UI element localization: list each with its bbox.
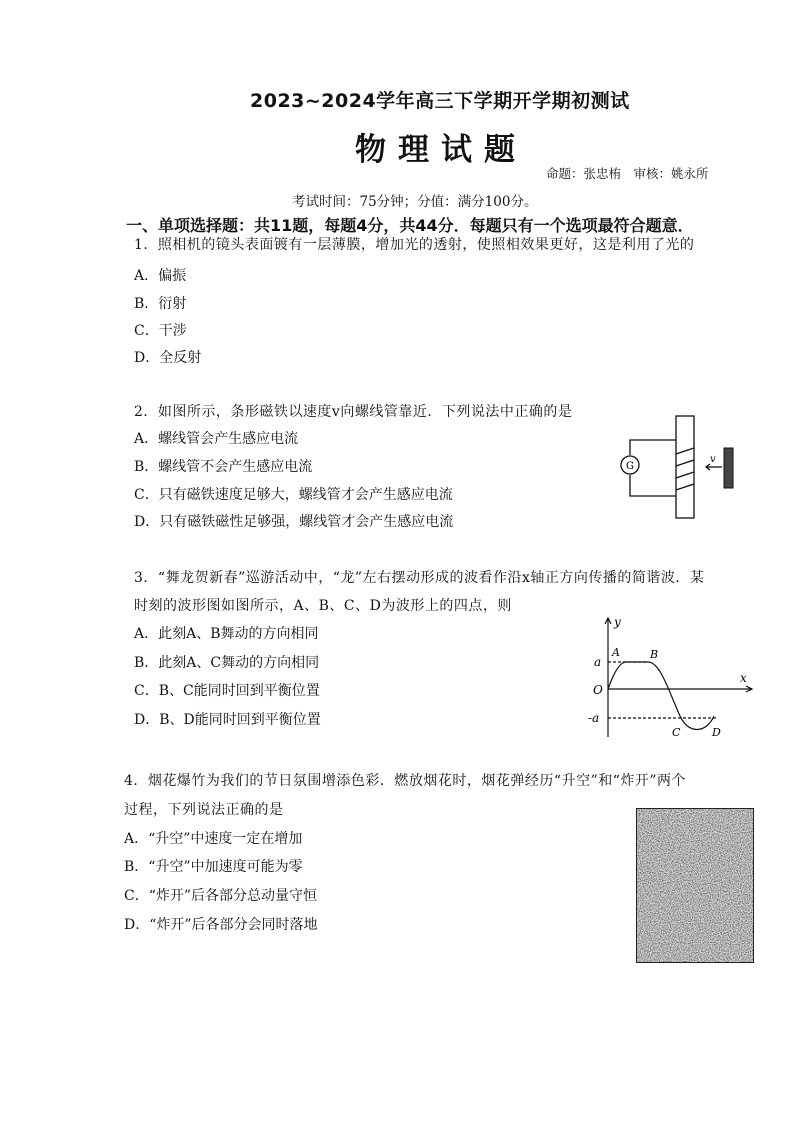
wave-curve	[608, 662, 714, 730]
exam-info: 考试时间：75分钟；分值：满分100分。	[292, 194, 538, 210]
q3-stem-line2: 时刻的波形图如图所示，A、B、C、D为波形上的四点，则	[134, 598, 512, 614]
point-b-label: B	[650, 648, 659, 661]
q3-option-b[interactable]: B．此刻A、C舞动的方向相同	[134, 655, 320, 671]
pos-amp-label: a	[594, 655, 602, 669]
q3-option-c[interactable]: C．B、C能同时回到平衡位置	[134, 683, 320, 699]
q4-option-b[interactable]: B．“升空”中加速度可能为零	[124, 859, 303, 875]
q2-option-b[interactable]: B．螺线管不会产生感应电流	[134, 459, 313, 475]
q3-option-a[interactable]: A．此刻A、B舞动的方向相同	[134, 626, 319, 642]
q1-option-c[interactable]: C．干涉	[134, 323, 187, 339]
exam-title: 2023~2024学年高三下学期开学期初测试	[250, 90, 630, 112]
q1-option-b[interactable]: B．衍射	[134, 296, 187, 312]
point-d-label: D	[712, 726, 721, 739]
velocity-label: v	[710, 454, 716, 465]
fireworks-photo	[636, 808, 754, 963]
q4-stem-line2: 过程，下列说法正确的是	[124, 802, 284, 818]
q3-stem-line1: 3．“舞龙贺新春”巡游活动中，“龙”左右摆动形成的波看作沿x轴正方向传播的简谐波．某	[134, 570, 705, 586]
point-a-label: A	[612, 646, 620, 659]
circuit-wire-top	[630, 440, 676, 455]
y-axis-label: y	[614, 615, 621, 629]
section-heading: 一、单项选择题：共11题，每题4分，共44分．每题只有一个选项最符合题意．	[126, 216, 694, 235]
q1-stem: 1．照相机的镜头表面镀有一层薄膜，增加光的透射，使照相效果更好，这是利用了光的	[134, 237, 695, 253]
subject-title: 物理试题	[355, 132, 527, 168]
q2-option-a[interactable]: A．螺线管会产生感应电流	[134, 431, 299, 447]
wave-figure	[588, 612, 758, 742]
solenoid-tube	[676, 416, 694, 518]
x-axis-label: x	[740, 671, 747, 685]
q1-option-d[interactable]: D．全反射	[134, 350, 202, 366]
q4-option-a[interactable]: A．“升空”中速度一定在增加	[124, 831, 303, 847]
point-c-label: C	[672, 726, 681, 739]
q4-stem-line1: 4．烟花爆竹为我们的节日氛围增添色彩．燃放烟花时，烟花弹经历“升空”和“炸开”两个	[124, 773, 687, 789]
solenoid-figure	[610, 410, 740, 522]
q2-stem: 2．如图所示，条形磁铁以速度v向螺线管靠近．下列说法中正确的是	[134, 404, 573, 420]
origin-label: O	[593, 683, 603, 697]
q3-option-d[interactable]: D．B、D能同时回到平衡位置	[134, 712, 321, 728]
q1-option-a[interactable]: A．偏振	[134, 268, 187, 284]
q4-option-c[interactable]: C．“炸开”后各部分总动量守恒	[124, 888, 318, 904]
circuit-wire-bottom	[630, 475, 676, 496]
neg-amp-label: -a	[588, 711, 600, 725]
q2-option-c[interactable]: C．只有磁铁速度足够大，螺线管才会产生感应电流	[134, 487, 453, 503]
authors-line: 命题：张忠栯 审核：姚永所	[546, 166, 709, 181]
bar-magnet	[724, 448, 733, 488]
q4-option-d[interactable]: D．“炸开”后各部分会同时落地	[124, 917, 318, 933]
q2-option-d[interactable]: D．只有磁铁磁性足够强，螺线管才会产生感应电流	[134, 514, 454, 530]
galvanometer-label: G	[626, 461, 634, 472]
